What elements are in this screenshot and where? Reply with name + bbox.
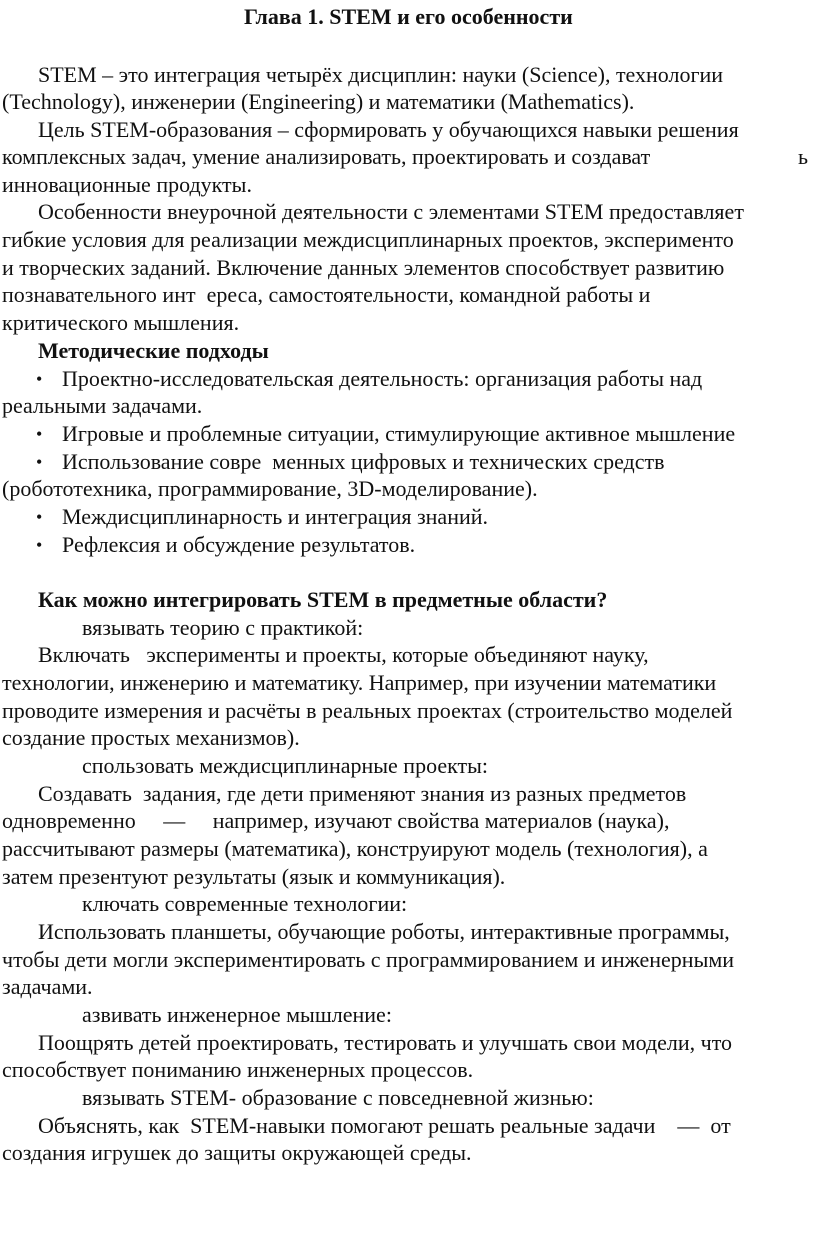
list-item: • Междисциплинарность и интеграция знаний. xyxy=(62,504,488,530)
section-title: вязывать теорию с практикой: xyxy=(82,615,364,640)
paragraph-line: критического мышления. xyxy=(2,310,240,335)
paragraph-line: Цель STEM-образования – сформировать у обучающихся навыки решения xyxy=(38,117,739,142)
paragraph-line: комплексных задач, умение анализировать, проектировать и создават xyxy=(2,144,651,169)
page-title: Глава 1. STEM и его особенности xyxy=(244,4,573,29)
paragraph-line: чтобы дети могли экспериментировать с программированием и инженерными xyxy=(2,947,735,972)
paragraph-line: одновременно — например, изучают свойства материалов (наука), xyxy=(2,808,670,833)
integration-heading: Как можно интегрировать STEM в предметные области? xyxy=(38,587,608,612)
methods-heading: Методические подходы xyxy=(38,338,269,363)
paragraph-line: Использовать планшеты, обучающие роботы, интерактивные программы, xyxy=(38,919,730,944)
paragraph-line: гибкие условия для реализации междисциплинарных проектов, эксперименто xyxy=(2,227,734,252)
section-title: ключать современные технологии: xyxy=(82,891,408,916)
section-title: спользовать междисциплинарные проекты: xyxy=(82,753,489,778)
paragraph-line: проводите измерения и расчёты в реальных проектах (строительство моделей xyxy=(2,698,733,723)
paragraph-line: инновационные продукты. xyxy=(2,172,252,197)
paragraph-line: и творческих заданий. Включение данных элементов способствует развитию xyxy=(2,255,725,280)
list-item: • Игровые и проблемные ситуации, стимулирующие активное мышление xyxy=(62,421,735,447)
paragraph-line: способствует пониманию инженерных процессов. xyxy=(2,1057,474,1082)
paragraph-line: технологии, инженерию и математику. Например, при изучении математики xyxy=(2,670,717,695)
list-item: • Рефлексия и обсуждение результатов. xyxy=(62,532,415,558)
list-item-continuation: реальными задачами. xyxy=(2,393,203,418)
section-title: азвивать инженерное мышление: xyxy=(82,1002,392,1027)
list-item: • Проектно-исследовательская деятельность: организация работы над xyxy=(62,366,702,392)
paragraph-line: создание простых механизмов). xyxy=(2,725,300,750)
list-item: • Использование совре менных цифровых и технических средств xyxy=(62,449,665,475)
paragraph-line: Объяснять, как STEM-навыки помогают решать реальные задачи — от xyxy=(38,1113,731,1138)
paragraph-line: Включать эксперименты и проекты, которые объединяют науку, xyxy=(38,642,649,667)
paragraph-line: Поощрять детей проектировать, тестировать и улучшать свои модели, что xyxy=(38,1030,733,1055)
paragraph-line: рассчитывают размеры (математика), конструируют модель (технология), а xyxy=(2,836,708,861)
section-title: вязывать STEM- образование с повседневной жизнью: xyxy=(82,1085,594,1110)
paragraph-line: Создавать задания, где дети применяют знания из разных предметов xyxy=(38,781,687,806)
paragraph-line: познавательного инт ереса, самостоятельности, командной работы и xyxy=(2,282,651,307)
paragraph-line: задачами. xyxy=(2,974,93,999)
paragraph-line: (Technology), инженерии (Engineering) и математики (Mathematics). xyxy=(2,89,635,114)
paragraph-line: создания игрушек до защиты окружающей среды. xyxy=(2,1140,472,1165)
list-item-continuation: (робототехника, программирование, 3D-моделирование). xyxy=(2,476,538,501)
paragraph-fragment: ь xyxy=(798,144,809,169)
paragraph-line: затем презентуют результаты (язык и коммуникация). xyxy=(2,864,506,889)
paragraph-line: STEM – это интеграция четырёх дисциплин: науки (Science), технологии xyxy=(38,62,724,87)
paragraph-line: Особенности внеурочной деятельности с элементами STEM предоставляет xyxy=(38,199,744,224)
